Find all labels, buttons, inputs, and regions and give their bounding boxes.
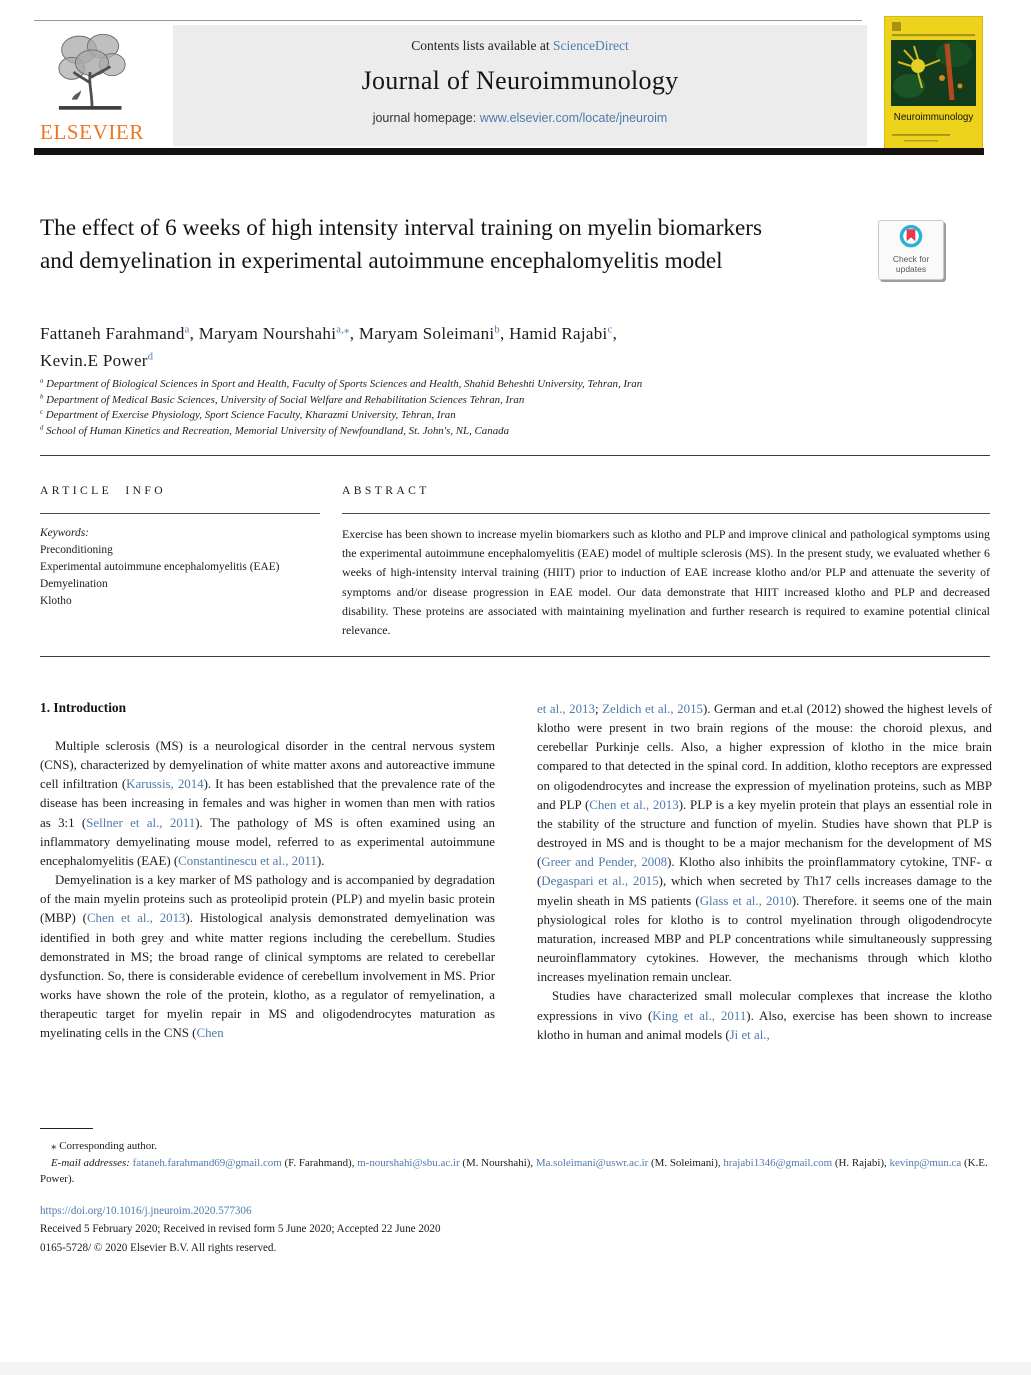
inline-link[interactable]: Chen (196, 1026, 224, 1041)
inline-link[interactable]: fataneh.farahmand69@gmail.com (132, 1156, 282, 1169)
text-run: ). (316, 853, 325, 868)
inline-link[interactable]: ScienceDirect (553, 38, 629, 53)
text-run: d (40, 424, 44, 432)
text-run: ; (594, 702, 603, 716)
text-run: , Maryam Nourshahi (189, 324, 337, 343)
text-run: School of Human Kinetics and Recreation, Memorial University of Newfoundland, St. John's, NL, Canada (43, 424, 510, 437)
inline-link[interactable]: d (147, 351, 154, 363)
text-run: (H. Rajabi), (832, 1156, 890, 1169)
text-run: (M. Nourshahi), (459, 1156, 536, 1169)
text-run: ). PLP is a key myelin protein that plays an essential role in the stability of the structure and function of myelin. Studies have shown that PLP is destroyed in MS and is thought to be a major mechanism for the development of MS ( (537, 797, 992, 870)
text-run: Demyelination is a key marker of MS pathology and is accompanied by degradation of the main myelin proteins such as proteolipid protein (PLP) and myelin basic protein (MBP) ( (40, 873, 495, 926)
title-area (40, 212, 992, 278)
text-run: , (612, 324, 618, 343)
page-title: The effect of 6 weeks of high intensity interval training on myelin biomarkers and demyelination in experimental autoimmune encephalomyelitis model (40, 215, 763, 274)
paragraph (40, 871, 495, 1043)
text-run: ). Histological analysis demonstrated demyelination was identified in both grey and white matter regions including the cerebellum. Studies demonstrated in MS; the broad range of clinical symptoms are related to cerebellar dysfunction. So, there is considerable evidence of cerebellum involvement in MS. Prior works have shown the role of the protein, klotho, as a regulator of remyelination, a therapeutic target for myelin repair in MS and oligodendrocytes maturation as myelinating cells in the CNS ( (40, 911, 495, 1041)
text-run: ). Therefore. it seems one of the main physiological roles for klotho is to control myelination through oligodendrocyte maturation, increased MBP and PLP concentrations while simultaneously suppressing neuroinflammatory cytokines. However, the mechanisms through which klotho increases myelination remain unclear. (537, 893, 992, 985)
cover-journal-name: Neuroimmunology (893, 112, 974, 123)
inline-link[interactable]: a,⁎ (336, 324, 350, 336)
paragraph (537, 987, 992, 1044)
text-run: ). German and et.al (2012) showed the highest levels of klotho were present in two brain regions of the mouse: the choroid plexus, and cerebellar Purkinje cells. Also, a higher expression of klotho in the mice brain compared to that detected in the spinal cord. In addition, klotho receptors are expressed on oligodendrocytes and increase the expression of myelination proteins, such as MBP and PLP ( (537, 702, 992, 812)
journal-cover-art (884, 16, 983, 153)
header-divider-bar (34, 148, 984, 155)
email-addresses-line (40, 1155, 992, 1188)
affiliation (40, 408, 642, 424)
text-run: ). Klotho also inhibits the proinflammatory cytokine, TNF- α ( (537, 855, 992, 889)
inline-link[interactable]: Greer and Pender, 2008 (541, 855, 668, 870)
keywords-label: Keywords: (40, 527, 89, 539)
keyword: Klotho (40, 595, 72, 607)
inline-link[interactable]: Sellner et al., 2011 (86, 815, 196, 830)
affiliation (40, 377, 642, 393)
elsevier-wordmark: ELSEVIER (40, 120, 144, 144)
article-info-section (40, 455, 990, 657)
inline-link[interactable]: c (607, 324, 613, 336)
keyword: Experimental autoimmune encephalomyelitis (EAE) (40, 561, 280, 573)
text-run: c (40, 408, 43, 416)
received-dates: Received 5 February 2020; Received in revised form 5 June 2020; Accepted 22 June 2020 (40, 1223, 441, 1235)
text-run: (F. Farahmand), (281, 1156, 358, 1169)
affiliation-list (40, 377, 642, 439)
inline-link[interactable]: Constantinescu et al., 2011 (178, 853, 317, 868)
article-info-rule (40, 513, 320, 514)
body-columns (40, 700, 992, 1045)
keywords-list (40, 542, 320, 610)
elsevier-tree-icon (45, 26, 139, 118)
inline-link[interactable]: Glass et al., 2010 (699, 893, 792, 908)
right-column (537, 700, 992, 1045)
text-run: Fattaneh Farahmand (40, 324, 185, 343)
inline-link[interactable]: a (184, 324, 190, 336)
check-for-updates-icon (898, 224, 924, 250)
text-run: ), which when secreted by Th17 cells increases damage to the myelin sheath in MS patients ( (537, 874, 992, 908)
journal-homepage-line (173, 111, 867, 125)
viewer-edge (0, 1362, 1031, 1375)
inline-link[interactable]: Karussis, 2014 (126, 777, 204, 792)
text-run: a (40, 377, 44, 385)
text-run: journal homepage: (372, 111, 480, 125)
author-list (40, 320, 617, 374)
text-run: (M. Soleimani), (648, 1156, 724, 1169)
paragraph (40, 737, 495, 871)
inline-link[interactable]: hrajabi1346@gmail.com (723, 1156, 833, 1169)
inline-link[interactable]: Chen et al., 2013 (86, 911, 186, 926)
inline-link[interactable]: www.elsevier.com/locate/jneuroim (479, 111, 668, 125)
text-run: ). Also, exercise has been shown to increase klotho in human and animal models ( (537, 1008, 992, 1042)
contents-line (173, 25, 867, 54)
inline-link[interactable]: b (494, 324, 500, 336)
text-run: ). The pathology of MS is often examined using an inflammatory demyelinating mouse model, referred to as experimental autoimmune encephalomyelitis (EAE) ( (40, 815, 495, 868)
inline-link[interactable]: Chen et al., 2013 (589, 797, 679, 812)
affiliation (40, 393, 642, 409)
inline-link[interactable]: kevinp@mun.ca (889, 1156, 962, 1169)
text-run: , Hamid Rajabi (499, 324, 608, 343)
text-run: ). It has been established that the prevalence rate of the disease has been increasing in females and was higher in women than men with ratios as 3:1 ( (40, 777, 495, 830)
footnote-area (40, 1128, 992, 1257)
left-column (40, 700, 495, 1045)
left-column-paragraphs (40, 737, 495, 1044)
elsevier-logo[interactable] (36, 26, 148, 148)
inline-link[interactable]: et al., 2013 (537, 702, 595, 716)
section-heading: 1. Introduction (40, 700, 127, 715)
inline-link[interactable]: Degaspari et al., 2015 (541, 874, 659, 889)
check-for-updates-button[interactable] (878, 220, 944, 280)
doi-link[interactable]: https://doi.org/10.1016/j.jneuroim.2020.577306 (40, 1204, 252, 1217)
journal-cover-thumbnail[interactable] (884, 16, 983, 153)
abstract-heading: ABSTRACT (342, 484, 430, 497)
article-info-column (40, 456, 320, 656)
abstract-text: Exercise has been shown to increase myelin biomarkers such as klotho and PLP and improve clinical and pathological symptoms using the experimental autoimmune encephalomyelitis (EAE) model of multiple sclerosis (MS). In the present study, we evaluated whether 6 weeks of high-intensity interval training (HIIT) prior to induction of EAE increase klotho and/or PLP and attenuate the severity of symptoms and/or disease progression in EAE model. Our data demonstrate that HIIT increased klotho and PLP and decreased disability. These proteins are associated with maintaining myelination and further research is required to examine potential clinical relevance. (342, 527, 990, 638)
journal-banner (173, 25, 867, 146)
text-run: Department of Exercise Physiology, Sport Science Faculty, Kharazmi University, Tehran, Iran (43, 409, 456, 422)
text-run: Studies have characterized small molecular complexes that increase the klotho expressions in vivo ( (537, 989, 992, 1023)
text-run: Contents lists available at (411, 38, 553, 53)
header-top-rule (34, 20, 862, 21)
text-run: Kevin.E Power (40, 351, 148, 370)
inline-link[interactable]: Ji et al., (729, 1027, 770, 1042)
check-for-updates-label: Check for updates (892, 254, 930, 274)
inline-link[interactable]: King et al., 2011 (652, 1008, 747, 1023)
footnote-rule (40, 1128, 93, 1129)
journal-title: Journal of Neuroimmunology (361, 66, 679, 95)
paragraph (537, 700, 992, 987)
text-run: Department of Medical Basic Sciences, University of Social Welfare and Rehabilitation Sciences Tehran, Iran (43, 393, 525, 406)
article-info-heading: ARTICLE INFO (40, 484, 167, 497)
copyright-line: 0165-5728/ © 2020 Elsevier B.V. All rights reserved. (40, 1241, 277, 1254)
affiliation (40, 424, 642, 440)
inline-link[interactable]: m-nourshahi@sbu.ac.ir (357, 1156, 460, 1169)
keyword: Preconditioning (40, 544, 113, 556)
inline-link[interactable]: Zeldich et al., 2015 (602, 702, 703, 716)
text-run: , Maryam Soleimani (349, 324, 495, 343)
corresponding-author-note: ⁎ Corresponding author. (51, 1140, 158, 1152)
abstract-rule (342, 513, 990, 514)
abstract-column (342, 456, 990, 656)
text-run: Department of Biological Sciences in Sport and Health, Faculty of Sports Sciences and Health, Shahid Beheshti University, Tehran, Iran (43, 378, 643, 390)
text-run: (K.E. Power). (40, 1156, 988, 1185)
right-column-paragraphs (537, 700, 992, 1045)
text-run: b (40, 392, 44, 400)
inline-link[interactable]: Ma.soleimani@uswr.ac.ir (535, 1156, 649, 1169)
text-run: E-mail addresses: (51, 1156, 133, 1169)
text-run: Multiple sclerosis (MS) is a neurological disorder in the central nervous system (CNS), characterized by demyelination of white matter axons and autoreactive immune cell infiltration ( (40, 739, 495, 792)
article-meta (40, 1202, 992, 1258)
keyword: Demyelination (40, 578, 108, 590)
